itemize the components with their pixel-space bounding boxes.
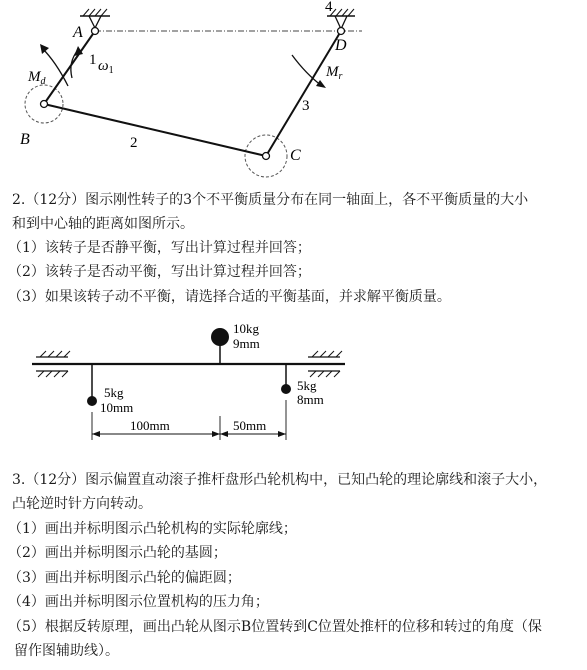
mass-right	[281, 384, 291, 394]
label-link-3: 3	[302, 98, 310, 114]
link-cd	[266, 31, 341, 156]
mass-top-kg: 10kg	[233, 321, 259, 336]
joint-b	[41, 101, 48, 108]
mass-left	[87, 396, 97, 406]
ground-support-a	[80, 9, 110, 28]
q3-item-6: 留作图辅助线）。	[14, 643, 119, 659]
q2-item-3: （3）如果该转子动不平衡，请选择合适的平衡基面，并求解平衡质量。	[8, 289, 451, 305]
q2-line-2: 和到中心轴的距离如图所示。	[12, 216, 194, 232]
md-arrow	[42, 48, 68, 86]
md-arrow-head	[40, 44, 49, 54]
mass-right-mm: 8mm	[297, 392, 324, 407]
label-mr: $M_r$	[326, 64, 343, 82]
label-d: D	[335, 37, 347, 54]
q3-item-3: （3）画出并标明图示凸轮的偏距圆；	[8, 570, 241, 586]
mass-left-mm: 10mm	[100, 400, 134, 415]
label-md: $M_d$	[28, 69, 46, 87]
q3-item-4: （4）画出并标明图示位置机构的压力角；	[8, 594, 269, 610]
label-omega: $\omega_1$	[98, 58, 114, 76]
four-bar-linkage-figure	[0, 0, 587, 178]
q2-line-1: 2.（12分）图示刚性转子的3个不平衡质量分布在同一轴面上，各不平衡质量的大小	[12, 192, 529, 208]
mass-right-kg: 5kg	[297, 378, 317, 393]
q3-item-1: （1）画出并标明图示凸轮机构的实际轮廓线；	[8, 521, 297, 537]
label-link-2: 2	[130, 135, 138, 151]
q3-line-2: 凸轮逆时针方向转动。	[12, 496, 152, 512]
q2-item-1: （1）该转子是否静平衡，写出计算过程并回答；	[8, 240, 311, 256]
link-bc	[44, 104, 266, 156]
label-link-1: 1	[89, 52, 97, 68]
joint-c	[263, 153, 270, 160]
label-a: A	[73, 24, 83, 41]
mr-arrow-head	[316, 80, 326, 88]
label-c: C	[290, 147, 301, 164]
mass-top-mm: 9mm	[233, 336, 260, 351]
rotor-figure	[0, 312, 587, 454]
link-ab	[44, 31, 95, 104]
label-link-4: 4	[325, 0, 333, 15]
dimension-50mm: 50mm	[233, 418, 267, 433]
joint-a	[92, 28, 99, 35]
joint-d	[338, 28, 345, 35]
mass-left-kg: 5kg	[104, 385, 124, 400]
mass-top	[211, 328, 229, 346]
dimension-100mm: 100mm	[130, 418, 170, 433]
q3-item-5: （5）根据反转原理，画出凸轮从图示B位置转到C位置处推杆的位移和转过的角度（保	[8, 619, 542, 635]
q3-line-1: 3.（12分）图示偏置直动滚子推杆盘形凸轮机构中，已知凸轮的理论廓线和滚子大小，	[12, 472, 548, 488]
label-b: B	[20, 131, 30, 148]
q2-item-2: （2）该转子是否动平衡，写出计算过程并回答；	[8, 264, 311, 280]
q3-item-2: （2）画出并标明图示凸轮的基圆；	[8, 545, 227, 561]
